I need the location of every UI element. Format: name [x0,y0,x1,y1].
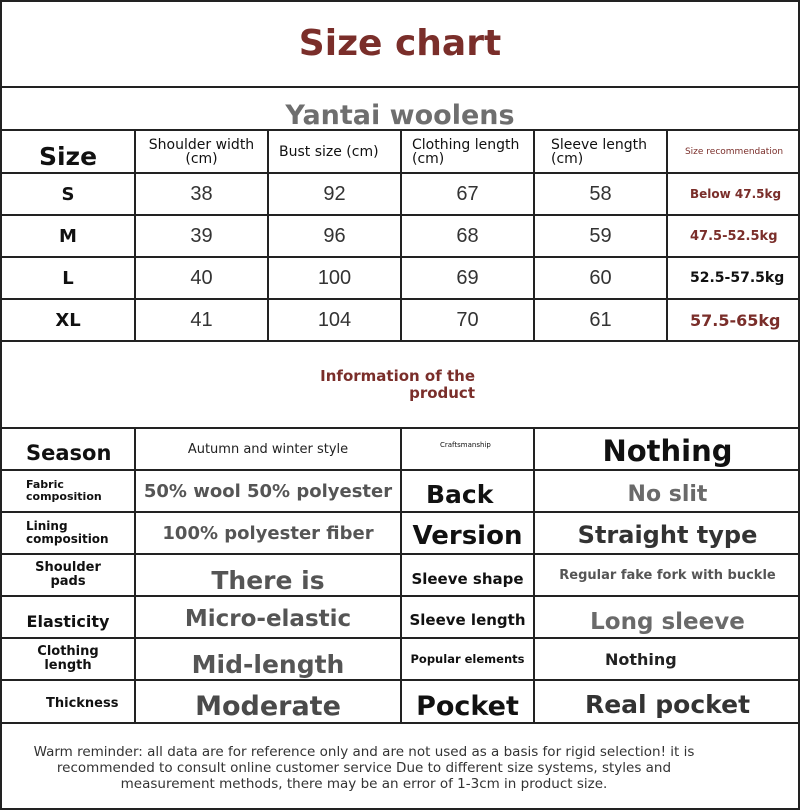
header-clothing-length: Clothing length (cm) [401,130,534,173]
info-value: Micro-elastic [135,596,401,638]
info-value: There is [135,554,401,596]
length-value: 68 [401,215,534,257]
info-key: Fabric composition [1,470,135,512]
shoulder-value: 38 [135,173,268,215]
table-row [1,299,800,341]
info-value: Autumn and winter style [135,428,401,470]
info-value: Regular fake fork with buckle [534,554,800,596]
size-label: XL [1,299,135,341]
length-value: 69 [401,257,534,299]
recommendation-value: 52.5-57.5kg [667,257,800,299]
recommendation-value: Below 47.5kg [667,173,800,215]
reminder-section [0,722,800,810]
size-table-header [1,130,800,173]
recommendation-value: 47.5-52.5kg [667,215,800,257]
info-key: Lining composition [1,512,135,554]
info-value: Long sleeve [534,596,800,638]
size-label: S [1,173,135,215]
info-key: Craftsmanship [401,428,534,470]
info-heading: Information of the product [320,367,475,402]
table-row [1,428,800,470]
info-key: Elasticity [1,596,135,638]
sleeve-value: 58 [534,173,667,215]
length-value: 67 [401,173,534,215]
header-bust-size: Bust size (cm) [268,130,401,173]
table-row [1,680,800,723]
info-value: Nothing [534,638,800,680]
header-sleeve-length: Sleeve length (cm) [534,130,667,173]
sleeve-value: 60 [534,257,667,299]
header-shoulder-width: Shoulder width (cm) [135,130,268,173]
shoulder-value: 39 [135,215,268,257]
size-label: L [1,257,135,299]
product-info-table [0,427,800,724]
table-row [1,470,800,512]
shoulder-value: 40 [135,257,268,299]
table-row [1,596,800,638]
table-row [1,257,800,299]
info-heading-band [0,340,800,428]
reminder-text: Warm reminder: all data are for reference only and are not used as a basis for rigid selection! it is recommended to consult online customer service Due to different size systems, styles and measurement methods, there may be an error of 1-3cm in product size. [33,744,695,792]
info-value: 100% polyester fiber [135,512,401,554]
info-key: Back [401,470,534,512]
info-key: Clothing length [1,638,135,680]
sleeve-value: 59 [534,215,667,257]
info-key: Sleeve shape [401,554,534,596]
info-key: Version [401,512,534,554]
info-key: Thickness [1,680,135,723]
bust-value: 104 [268,299,401,341]
size-table [0,129,800,342]
table-row [1,173,800,215]
table-row [1,215,800,257]
page-title: Size chart [298,22,502,64]
length-value: 70 [401,299,534,341]
info-key: Popular elements [401,638,534,680]
bust-value: 100 [268,257,401,299]
table-row [1,554,800,596]
info-key: Season [1,428,135,470]
sleeve-value: 61 [534,299,667,341]
shoulder-value: 41 [135,299,268,341]
bust-value: 92 [268,173,401,215]
bust-value: 96 [268,215,401,257]
info-value: Moderate [135,680,401,723]
info-key: Shoulder pads [1,554,135,596]
info-key: Pocket [401,680,534,723]
title-banner [0,0,800,88]
table-row [1,512,800,554]
info-value: Straight type [534,512,800,554]
info-value: Real pocket [534,680,800,723]
info-value: Mid-length [135,638,401,680]
table-row [1,638,800,680]
info-value: Nothing [534,428,800,470]
size-label: M [1,215,135,257]
brand-banner [0,88,800,130]
info-value: No slit [534,470,800,512]
header-size: Size [1,130,135,173]
info-value: 50% wool 50% polyester [135,470,401,512]
header-size-recommendation: Size recommendation [667,130,800,173]
recommendation-value: 57.5-65kg [667,299,800,341]
info-key: Sleeve length [401,596,534,638]
brand-name: Yantai woolens [285,100,515,131]
